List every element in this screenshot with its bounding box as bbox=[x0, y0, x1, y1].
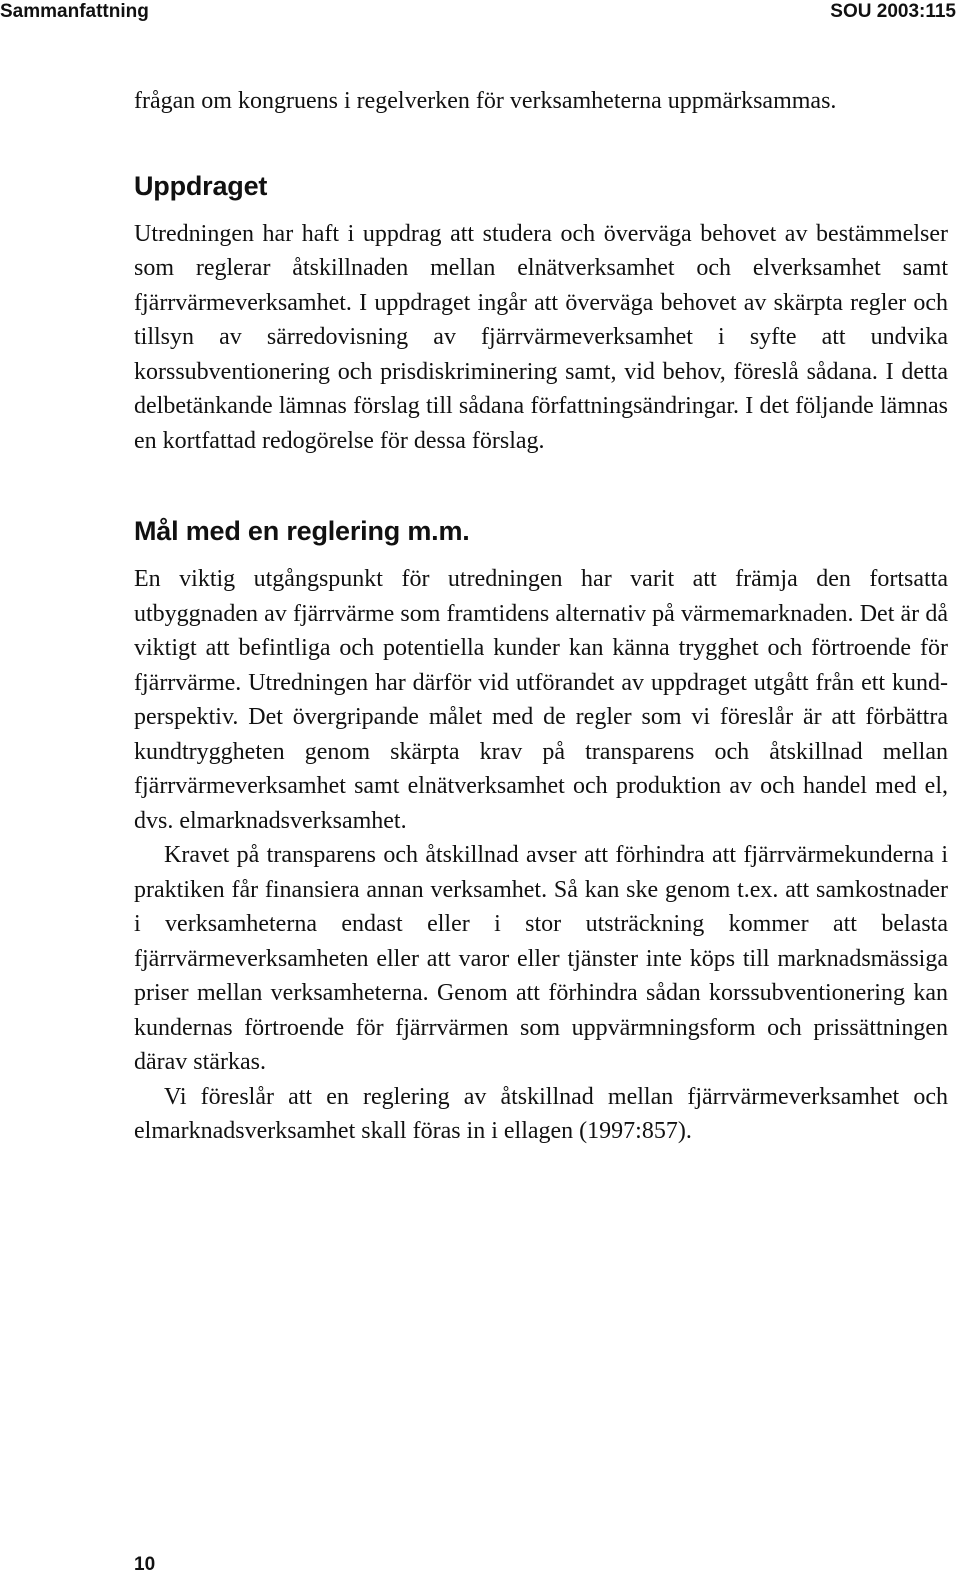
document-id: SOU 2003:115 bbox=[830, 1, 956, 22]
intro-paragraph: frågan om kongruens i regelverken för verksamheterna uppmärksammas. bbox=[134, 88, 837, 114]
body-text bbox=[134, 84, 948, 1149]
section-heading-mal: Mål med en reglering m.m. bbox=[134, 516, 470, 546]
paragraph-mal-1: En viktig utgångspunkt för utredningen har varit att främja den fortsatta utbyggnaden av fjärrvärme som framtidens alternativ på värmemarknaden. Det är då viktigt att befintliga och potentiella kunder kan känna trygghet och förtroende för fjärrvärme. Utredningen har därför vid utförandet av uppdraget utgått från ett kundperspektiv. Det övergripande målet med de regler som vi föreslår är att förbättra kundtryggheten genom skärpta krav på transparens och åtskillnad mellan fjärrvärmeverksamhet samt elnätverksamhet och produktion av och handel med el, dvs. elmarknadsverksamhet. bbox=[134, 566, 948, 834]
section-heading-uppdraget: Uppdraget bbox=[134, 170, 268, 201]
running-header bbox=[0, 0, 960, 28]
section-title: Sammanfattning bbox=[0, 1, 149, 22]
paragraph-mal-3: Vi föreslår att en reglering av åtskillnad mellan fjärrvärmeverksamhet och elmarknadsverksamhet skall föras in i ellagen (1997:857). bbox=[134, 1083, 948, 1144]
paragraph-mal-2: Kravet på transparens och åtskillnad avser att förhindra att fjärrvärmekunderna i praktiken får finansiera annan verksamhet. Så kan ske genom t.ex. att samkostnader i verksamheterna endast eller i stor utsträckning kommer att belasta fjärrvärmeverksamheten eller att varor eller tjänster inte köps till marknadsmässiga priser mellan verksamheterna. Genom att förhindra sådan korssubventionering kan kundernas förtroende för fjärrvärmen som uppvärmningsform och prissättningen därav stärkas. bbox=[134, 842, 948, 1075]
paragraph-uppdraget: Utredningen har haft i uppdrag att studera och överväga behovet av bestämmelser som reglerar åtskillnaden mellan elnätverksamhet och elverksamhet samt fjärrvärmeverksamhet. I uppdraget ingår att överväga behovet av skärpta regler och tillsyn av särredovisning av fjärrvärmeverksamhet i syfte att undvika korssubventionering och prisdiskriminering samt, vid behov, föreslå sådana. I detta delbetänkande lämnas förslag till sådana författningsändringar. I det följande lämnas en kortfattad redogörelse för dessa förslag. bbox=[134, 220, 948, 454]
page-number: 10 bbox=[134, 1554, 156, 1575]
